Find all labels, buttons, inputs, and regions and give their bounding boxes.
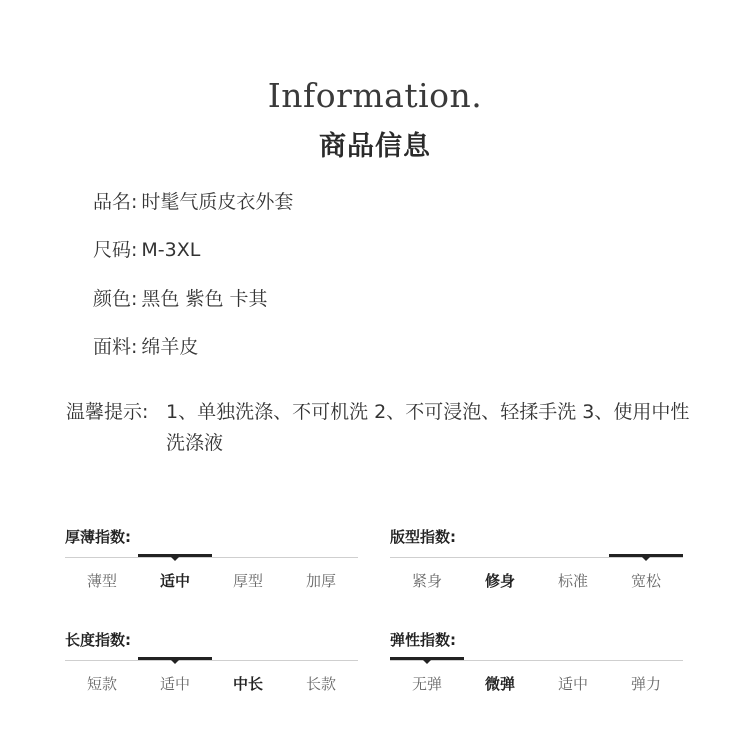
meter-elasticity — [390, 629, 683, 699]
meter-track — [65, 557, 358, 558]
info-value: 时髦气质皮衣外套 — [141, 191, 294, 213]
meter-option: 紧身 — [411, 572, 442, 590]
meter-indicator-triangle-icon — [423, 660, 431, 664]
info-row-size — [93, 235, 200, 262]
meter-track — [65, 660, 358, 661]
meter-fit — [390, 526, 683, 596]
meter-indicator-triangle-icon — [642, 557, 650, 561]
meter-option: 弹力 — [630, 675, 661, 693]
info-value: 黑色 紫色 卡其 — [141, 288, 268, 310]
meter-option: 标准 — [557, 572, 588, 590]
care-tip-text: 1、单独洗涤、不可机洗 2、不可浸泡、轻揉手洗 3、使用中性洗涤液 — [166, 401, 690, 454]
meter-option: 中长 — [232, 675, 263, 693]
meter-option: 厚型 — [232, 572, 263, 590]
info-label: 面料: — [93, 336, 138, 358]
info-value: M-3XL — [141, 239, 201, 261]
page-title-en: Information. — [267, 76, 483, 115]
meter-option: 短款 — [86, 675, 117, 693]
info-row-name — [93, 187, 293, 214]
meter-option: 适中 — [159, 572, 190, 590]
meter-option: 薄型 — [86, 572, 117, 590]
meter-option: 修身 — [484, 572, 515, 590]
meter-track — [390, 557, 683, 558]
meter-indicator-triangle-icon — [171, 660, 179, 664]
meter-option: 适中 — [557, 675, 588, 693]
meter-title: 长度指数: — [65, 631, 131, 649]
meter-title: 弹性指数: — [390, 631, 456, 649]
meter-option: 微弹 — [484, 675, 515, 693]
meter-track — [390, 660, 683, 661]
meter-indicator-triangle-icon — [171, 557, 179, 561]
meter-option: 无弹 — [411, 675, 442, 693]
meter-option: 宽松 — [630, 572, 661, 590]
info-row-color — [93, 284, 268, 311]
meter-option: 加厚 — [305, 572, 336, 590]
info-value: 绵羊皮 — [141, 336, 199, 358]
info-label: 尺码: — [93, 239, 138, 261]
meter-option: 长款 — [305, 675, 336, 693]
meter-length — [65, 629, 358, 699]
info-label: 品名: — [93, 191, 138, 213]
page-title-cn: 商品信息 — [319, 131, 431, 162]
info-row-fabric — [93, 332, 198, 359]
meter-title: 版型指数: — [390, 528, 456, 546]
info-label: 颜色: — [93, 288, 138, 310]
meter-option: 适中 — [159, 675, 190, 693]
care-tip-label: 温馨提示: — [66, 401, 149, 423]
meter-thickness — [65, 526, 358, 596]
meter-title: 厚薄指数: — [65, 528, 131, 546]
